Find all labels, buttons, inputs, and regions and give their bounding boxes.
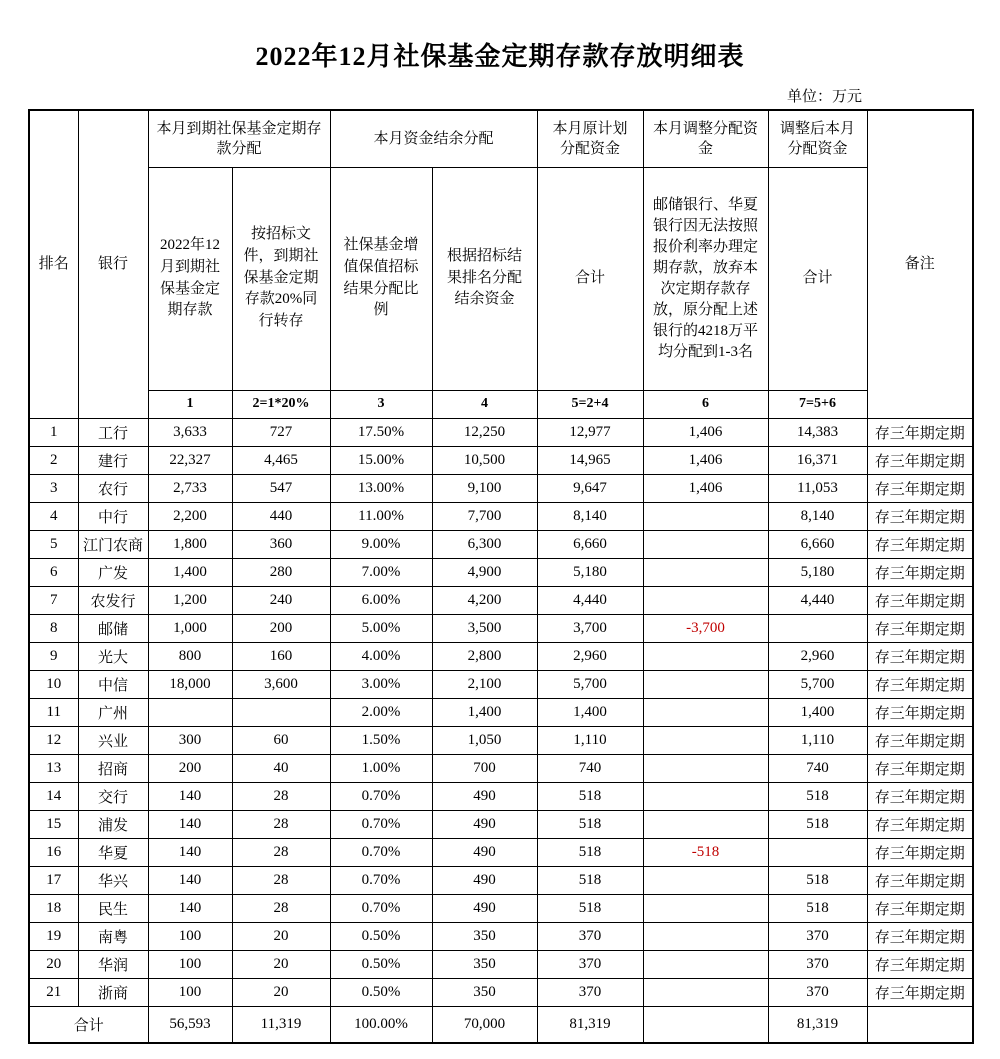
bank-cell: 广发 bbox=[78, 558, 148, 586]
redeposit-cell: 280 bbox=[232, 558, 330, 586]
header-group-balance: 本月资金结余分配 bbox=[330, 110, 537, 167]
remark-cell: 存三年期定期 bbox=[867, 726, 973, 754]
redeposit-cell: 3,600 bbox=[232, 670, 330, 698]
ratio-cell: 1.50% bbox=[330, 726, 432, 754]
ratio-cell: 4.00% bbox=[330, 642, 432, 670]
ratio-cell: 0.50% bbox=[330, 978, 432, 1006]
bank-cell: 南粤 bbox=[78, 922, 148, 950]
table-row bbox=[29, 670, 973, 698]
redeposit-cell: 20 bbox=[232, 950, 330, 978]
redeposit-cell: 40 bbox=[232, 754, 330, 782]
bank-cell: 江门农商 bbox=[78, 530, 148, 558]
bank-cell: 农行 bbox=[78, 474, 148, 502]
bank-cell: 中信 bbox=[78, 670, 148, 698]
rank-cell: 19 bbox=[29, 922, 78, 950]
rank-cell: 17 bbox=[29, 866, 78, 894]
table-row bbox=[29, 810, 973, 838]
adjusted-total-cell: 740 bbox=[768, 754, 867, 782]
adjust-cell bbox=[643, 782, 768, 810]
ratio-cell: 3.00% bbox=[330, 670, 432, 698]
table-row bbox=[29, 530, 973, 558]
planned-total-cell: 518 bbox=[537, 782, 643, 810]
table-row bbox=[29, 558, 973, 586]
bank-cell: 浙商 bbox=[78, 978, 148, 1006]
header-remark: 备注 bbox=[867, 110, 973, 418]
total-c3-cell: 100.00% bbox=[330, 1006, 432, 1043]
table-row bbox=[29, 894, 973, 922]
redeposit-cell: 160 bbox=[232, 642, 330, 670]
maturity-amount-cell: 800 bbox=[148, 642, 232, 670]
rank-cell: 10 bbox=[29, 670, 78, 698]
table-body bbox=[29, 418, 973, 1006]
maturity-amount-cell: 140 bbox=[148, 782, 232, 810]
remark-cell: 存三年期定期 bbox=[867, 698, 973, 726]
balance-alloc-cell: 1,400 bbox=[432, 698, 537, 726]
maturity-amount-cell: 140 bbox=[148, 866, 232, 894]
adjust-cell: -3,700 bbox=[643, 614, 768, 642]
redeposit-cell: 200 bbox=[232, 614, 330, 642]
maturity-amount-cell: 100 bbox=[148, 922, 232, 950]
planned-total-cell: 518 bbox=[537, 866, 643, 894]
header-adjusted: 调整后本月分配资金 bbox=[768, 110, 867, 167]
redeposit-cell: 240 bbox=[232, 586, 330, 614]
rank-cell: 20 bbox=[29, 950, 78, 978]
planned-total-cell: 370 bbox=[537, 922, 643, 950]
header-group-maturity: 本月到期社保基金定期存款分配 bbox=[148, 110, 330, 167]
remark-cell: 存三年期定期 bbox=[867, 586, 973, 614]
balance-alloc-cell: 350 bbox=[432, 978, 537, 1006]
maturity-amount-cell: 200 bbox=[148, 754, 232, 782]
planned-total-cell: 8,140 bbox=[537, 502, 643, 530]
adjusted-total-cell bbox=[768, 614, 867, 642]
remark-cell: 存三年期定期 bbox=[867, 642, 973, 670]
maturity-amount-cell: 1,400 bbox=[148, 558, 232, 586]
deposit-detail-table bbox=[28, 109, 974, 1044]
maturity-amount-cell: 100 bbox=[148, 978, 232, 1006]
bank-cell: 浦发 bbox=[78, 810, 148, 838]
rank-cell: 21 bbox=[29, 978, 78, 1006]
table-row bbox=[29, 586, 973, 614]
bank-cell: 招商 bbox=[78, 754, 148, 782]
bank-cell: 邮储 bbox=[78, 614, 148, 642]
adjusted-total-cell: 1,400 bbox=[768, 698, 867, 726]
table-row bbox=[29, 502, 973, 530]
planned-total-cell: 1,110 bbox=[537, 726, 643, 754]
ratio-cell: 0.70% bbox=[330, 866, 432, 894]
remark-cell: 存三年期定期 bbox=[867, 754, 973, 782]
planned-total-cell: 740 bbox=[537, 754, 643, 782]
formula-4: 4 bbox=[432, 390, 537, 418]
planned-total-cell: 518 bbox=[537, 894, 643, 922]
ratio-cell: 0.50% bbox=[330, 950, 432, 978]
remark-cell: 存三年期定期 bbox=[867, 894, 973, 922]
rank-cell: 13 bbox=[29, 754, 78, 782]
adjust-cell bbox=[643, 586, 768, 614]
total-label-cell: 合计 bbox=[29, 1006, 148, 1043]
adjusted-total-cell bbox=[768, 838, 867, 866]
redeposit-cell: 360 bbox=[232, 530, 330, 558]
table-row bbox=[29, 782, 973, 810]
adjust-cell bbox=[643, 698, 768, 726]
redeposit-cell: 727 bbox=[232, 418, 330, 446]
table-row bbox=[29, 418, 973, 446]
balance-alloc-cell: 490 bbox=[432, 838, 537, 866]
adjusted-total-cell: 2,960 bbox=[768, 642, 867, 670]
rank-cell: 4 bbox=[29, 502, 78, 530]
adjust-cell bbox=[643, 950, 768, 978]
maturity-amount-cell: 22,327 bbox=[148, 446, 232, 474]
rank-cell: 5 bbox=[29, 530, 78, 558]
planned-total-cell: 9,647 bbox=[537, 474, 643, 502]
ratio-cell: 1.00% bbox=[330, 754, 432, 782]
table-row bbox=[29, 838, 973, 866]
subheader-ratio: 社保基金增值保值招标结果分配比例 bbox=[330, 167, 432, 390]
rank-cell: 6 bbox=[29, 558, 78, 586]
maturity-amount-cell: 2,200 bbox=[148, 502, 232, 530]
bank-cell: 中行 bbox=[78, 502, 148, 530]
redeposit-cell: 28 bbox=[232, 810, 330, 838]
redeposit-cell: 28 bbox=[232, 866, 330, 894]
total-c5-cell: 81,319 bbox=[537, 1006, 643, 1043]
ratio-cell: 0.70% bbox=[330, 782, 432, 810]
planned-total-cell: 2,960 bbox=[537, 642, 643, 670]
table-row bbox=[29, 978, 973, 1006]
rank-cell: 15 bbox=[29, 810, 78, 838]
unit-label: 单位：万元 bbox=[786, 89, 862, 105]
adjust-cell bbox=[643, 558, 768, 586]
formula-6: 6 bbox=[643, 390, 768, 418]
remark-cell: 存三年期定期 bbox=[867, 922, 973, 950]
planned-total-cell: 5,700 bbox=[537, 670, 643, 698]
table-row bbox=[29, 474, 973, 502]
header-planned: 本月原计划分配资金 bbox=[537, 110, 643, 167]
total-c6-cell bbox=[643, 1006, 768, 1043]
balance-alloc-cell: 490 bbox=[432, 810, 537, 838]
ratio-cell: 0.70% bbox=[330, 810, 432, 838]
planned-total-cell: 12,977 bbox=[537, 418, 643, 446]
remark-cell: 存三年期定期 bbox=[867, 558, 973, 586]
maturity-amount-cell: 140 bbox=[148, 894, 232, 922]
rank-cell: 8 bbox=[29, 614, 78, 642]
adjust-cell bbox=[643, 670, 768, 698]
adjusted-total-cell: 16,371 bbox=[768, 446, 867, 474]
bank-cell: 农发行 bbox=[78, 586, 148, 614]
remark-cell: 存三年期定期 bbox=[867, 782, 973, 810]
remark-cell: 存三年期定期 bbox=[867, 950, 973, 978]
balance-alloc-cell: 1,050 bbox=[432, 726, 537, 754]
table-row bbox=[29, 642, 973, 670]
ratio-cell: 0.70% bbox=[330, 894, 432, 922]
total-remark-cell bbox=[867, 1006, 973, 1043]
table-row bbox=[29, 726, 973, 754]
table-header bbox=[29, 110, 973, 418]
ratio-cell: 0.70% bbox=[330, 838, 432, 866]
header-rank: 排名 bbox=[29, 110, 78, 418]
planned-total-cell: 4,440 bbox=[537, 586, 643, 614]
adjusted-total-cell: 8,140 bbox=[768, 502, 867, 530]
rank-cell: 7 bbox=[29, 586, 78, 614]
remark-cell: 存三年期定期 bbox=[867, 978, 973, 1006]
balance-alloc-cell: 490 bbox=[432, 894, 537, 922]
rank-cell: 3 bbox=[29, 474, 78, 502]
planned-total-cell: 5,180 bbox=[537, 558, 643, 586]
adjusted-total-cell: 4,440 bbox=[768, 586, 867, 614]
adjusted-total-cell: 1,110 bbox=[768, 726, 867, 754]
subheader-planned-total: 合计 bbox=[537, 167, 643, 390]
formula-3: 3 bbox=[330, 390, 432, 418]
table-row bbox=[29, 754, 973, 782]
adjusted-total-cell: 14,383 bbox=[768, 418, 867, 446]
bank-cell: 建行 bbox=[78, 446, 148, 474]
adjust-cell: 1,406 bbox=[643, 474, 768, 502]
remark-cell: 存三年期定期 bbox=[867, 502, 973, 530]
redeposit-cell: 28 bbox=[232, 838, 330, 866]
table-row bbox=[29, 446, 973, 474]
header-row-formulas bbox=[29, 390, 973, 418]
redeposit-cell: 547 bbox=[232, 474, 330, 502]
rank-cell: 14 bbox=[29, 782, 78, 810]
balance-alloc-cell: 2,100 bbox=[432, 670, 537, 698]
adjust-cell bbox=[643, 810, 768, 838]
ratio-cell: 7.00% bbox=[330, 558, 432, 586]
adjusted-total-cell: 370 bbox=[768, 950, 867, 978]
adjusted-total-cell: 518 bbox=[768, 866, 867, 894]
planned-total-cell: 370 bbox=[537, 950, 643, 978]
adjusted-total-cell: 518 bbox=[768, 894, 867, 922]
header-adjust: 本月调整分配资金 bbox=[643, 110, 768, 167]
total-c4-cell: 70,000 bbox=[432, 1006, 537, 1043]
maturity-amount-cell: 300 bbox=[148, 726, 232, 754]
total-row bbox=[29, 1006, 973, 1043]
maturity-amount-cell: 1,200 bbox=[148, 586, 232, 614]
planned-total-cell: 518 bbox=[537, 810, 643, 838]
ratio-cell: 11.00% bbox=[330, 502, 432, 530]
redeposit-cell: 60 bbox=[232, 726, 330, 754]
adjust-cell bbox=[643, 642, 768, 670]
planned-total-cell: 14,965 bbox=[537, 446, 643, 474]
formula-5: 5=2+4 bbox=[537, 390, 643, 418]
total-c1-cell: 56,593 bbox=[148, 1006, 232, 1043]
balance-alloc-cell: 12,250 bbox=[432, 418, 537, 446]
table-footer bbox=[29, 1006, 973, 1043]
ratio-cell: 0.50% bbox=[330, 922, 432, 950]
formula-1: 1 bbox=[148, 390, 232, 418]
bank-cell: 工行 bbox=[78, 418, 148, 446]
balance-alloc-cell: 350 bbox=[432, 950, 537, 978]
redeposit-cell: 440 bbox=[232, 502, 330, 530]
ratio-cell: 5.00% bbox=[330, 614, 432, 642]
bank-cell: 华夏 bbox=[78, 838, 148, 866]
adjust-cell bbox=[643, 726, 768, 754]
balance-alloc-cell: 4,200 bbox=[432, 586, 537, 614]
maturity-amount-cell: 1,800 bbox=[148, 530, 232, 558]
remark-cell: 存三年期定期 bbox=[867, 670, 973, 698]
redeposit-cell: 28 bbox=[232, 894, 330, 922]
rank-cell: 18 bbox=[29, 894, 78, 922]
subheader-adjusted-total: 合计 bbox=[768, 167, 867, 390]
ratio-cell: 13.00% bbox=[330, 474, 432, 502]
redeposit-cell: 20 bbox=[232, 922, 330, 950]
redeposit-cell: 28 bbox=[232, 782, 330, 810]
rank-cell: 16 bbox=[29, 838, 78, 866]
ratio-cell: 2.00% bbox=[330, 698, 432, 726]
adjust-cell bbox=[643, 894, 768, 922]
balance-alloc-cell: 2,800 bbox=[432, 642, 537, 670]
header-row-subs bbox=[29, 167, 973, 390]
ratio-cell: 6.00% bbox=[330, 586, 432, 614]
balance-alloc-cell: 10,500 bbox=[432, 446, 537, 474]
redeposit-cell: 20 bbox=[232, 978, 330, 1006]
subheader-adjust-note: 邮储银行、华夏银行因无法按照报价利率办理定期存款，放弃本次定期存款存放，原分配上述银行的4218万平均分配到1-3名 bbox=[643, 167, 768, 390]
header-bank: 银行 bbox=[78, 110, 148, 418]
table-row bbox=[29, 698, 973, 726]
bank-cell: 民生 bbox=[78, 894, 148, 922]
remark-cell: 存三年期定期 bbox=[867, 446, 973, 474]
adjust-cell bbox=[643, 502, 768, 530]
adjust-cell bbox=[643, 978, 768, 1006]
balance-alloc-cell: 4,900 bbox=[432, 558, 537, 586]
adjusted-total-cell: 370 bbox=[768, 978, 867, 1006]
adjust-cell: 1,406 bbox=[643, 418, 768, 446]
formula-7: 7=5+6 bbox=[768, 390, 867, 418]
adjust-cell bbox=[643, 922, 768, 950]
planned-total-cell: 1,400 bbox=[537, 698, 643, 726]
balance-alloc-cell: 6,300 bbox=[432, 530, 537, 558]
bank-cell: 华兴 bbox=[78, 866, 148, 894]
adjusted-total-cell: 5,180 bbox=[768, 558, 867, 586]
balance-alloc-cell: 3,500 bbox=[432, 614, 537, 642]
subheader-redeposit: 按招标文件，到期社保基金定期存款20%同行转存 bbox=[232, 167, 330, 390]
adjusted-total-cell: 518 bbox=[768, 782, 867, 810]
adjusted-total-cell: 11,053 bbox=[768, 474, 867, 502]
balance-alloc-cell: 490 bbox=[432, 866, 537, 894]
table-row bbox=[29, 950, 973, 978]
maturity-amount-cell: 140 bbox=[148, 838, 232, 866]
bank-cell: 兴业 bbox=[78, 726, 148, 754]
planned-total-cell: 3,700 bbox=[537, 614, 643, 642]
maturity-amount-cell: 1,000 bbox=[148, 614, 232, 642]
adjust-cell: -518 bbox=[643, 838, 768, 866]
balance-alloc-cell: 350 bbox=[432, 922, 537, 950]
adjust-cell bbox=[643, 754, 768, 782]
table-row bbox=[29, 614, 973, 642]
page-title: 2022年12月社保基金定期存款存放明细表 bbox=[255, 42, 745, 71]
bank-cell: 华润 bbox=[78, 950, 148, 978]
planned-total-cell: 370 bbox=[537, 978, 643, 1006]
bank-cell: 光大 bbox=[78, 642, 148, 670]
maturity-amount-cell: 100 bbox=[148, 950, 232, 978]
balance-alloc-cell: 490 bbox=[432, 782, 537, 810]
remark-cell: 存三年期定期 bbox=[867, 614, 973, 642]
remark-cell: 存三年期定期 bbox=[867, 418, 973, 446]
planned-total-cell: 6,660 bbox=[537, 530, 643, 558]
adjust-cell: 1,406 bbox=[643, 446, 768, 474]
remark-cell: 存三年期定期 bbox=[867, 474, 973, 502]
redeposit-cell: 4,465 bbox=[232, 446, 330, 474]
bank-cell: 交行 bbox=[78, 782, 148, 810]
subheader-maturity-amount: 2022年12月到期社保基金定期存款 bbox=[148, 167, 232, 390]
ratio-cell: 17.50% bbox=[330, 418, 432, 446]
header-row-groups bbox=[29, 110, 973, 167]
maturity-amount-cell: 2,733 bbox=[148, 474, 232, 502]
remark-cell: 存三年期定期 bbox=[867, 866, 973, 894]
redeposit-cell bbox=[232, 698, 330, 726]
total-c7-cell: 81,319 bbox=[768, 1006, 867, 1043]
adjusted-total-cell: 370 bbox=[768, 922, 867, 950]
table-row bbox=[29, 866, 973, 894]
table-row bbox=[29, 922, 973, 950]
maturity-amount-cell: 140 bbox=[148, 810, 232, 838]
maturity-amount-cell bbox=[148, 698, 232, 726]
rank-cell: 2 bbox=[29, 446, 78, 474]
balance-alloc-cell: 9,100 bbox=[432, 474, 537, 502]
total-c2-cell: 11,319 bbox=[232, 1006, 330, 1043]
remark-cell: 存三年期定期 bbox=[867, 530, 973, 558]
rank-cell: 12 bbox=[29, 726, 78, 754]
maturity-amount-cell: 18,000 bbox=[148, 670, 232, 698]
ratio-cell: 15.00% bbox=[330, 446, 432, 474]
balance-alloc-cell: 7,700 bbox=[432, 502, 537, 530]
remark-cell: 存三年期定期 bbox=[867, 810, 973, 838]
rank-cell: 11 bbox=[29, 698, 78, 726]
planned-total-cell: 518 bbox=[537, 838, 643, 866]
adjust-cell bbox=[643, 866, 768, 894]
bank-cell: 广州 bbox=[78, 698, 148, 726]
remark-cell: 存三年期定期 bbox=[867, 838, 973, 866]
ratio-cell: 9.00% bbox=[330, 530, 432, 558]
subheader-balance-alloc: 根据招标结果排名分配结余资金 bbox=[432, 167, 537, 390]
adjusted-total-cell: 518 bbox=[768, 810, 867, 838]
rank-cell: 1 bbox=[29, 418, 78, 446]
adjusted-total-cell: 6,660 bbox=[768, 530, 867, 558]
rank-cell: 9 bbox=[29, 642, 78, 670]
formula-2: 2=1*20% bbox=[232, 390, 330, 418]
adjust-cell bbox=[643, 530, 768, 558]
adjusted-total-cell: 5,700 bbox=[768, 670, 867, 698]
maturity-amount-cell: 3,633 bbox=[148, 418, 232, 446]
balance-alloc-cell: 700 bbox=[432, 754, 537, 782]
